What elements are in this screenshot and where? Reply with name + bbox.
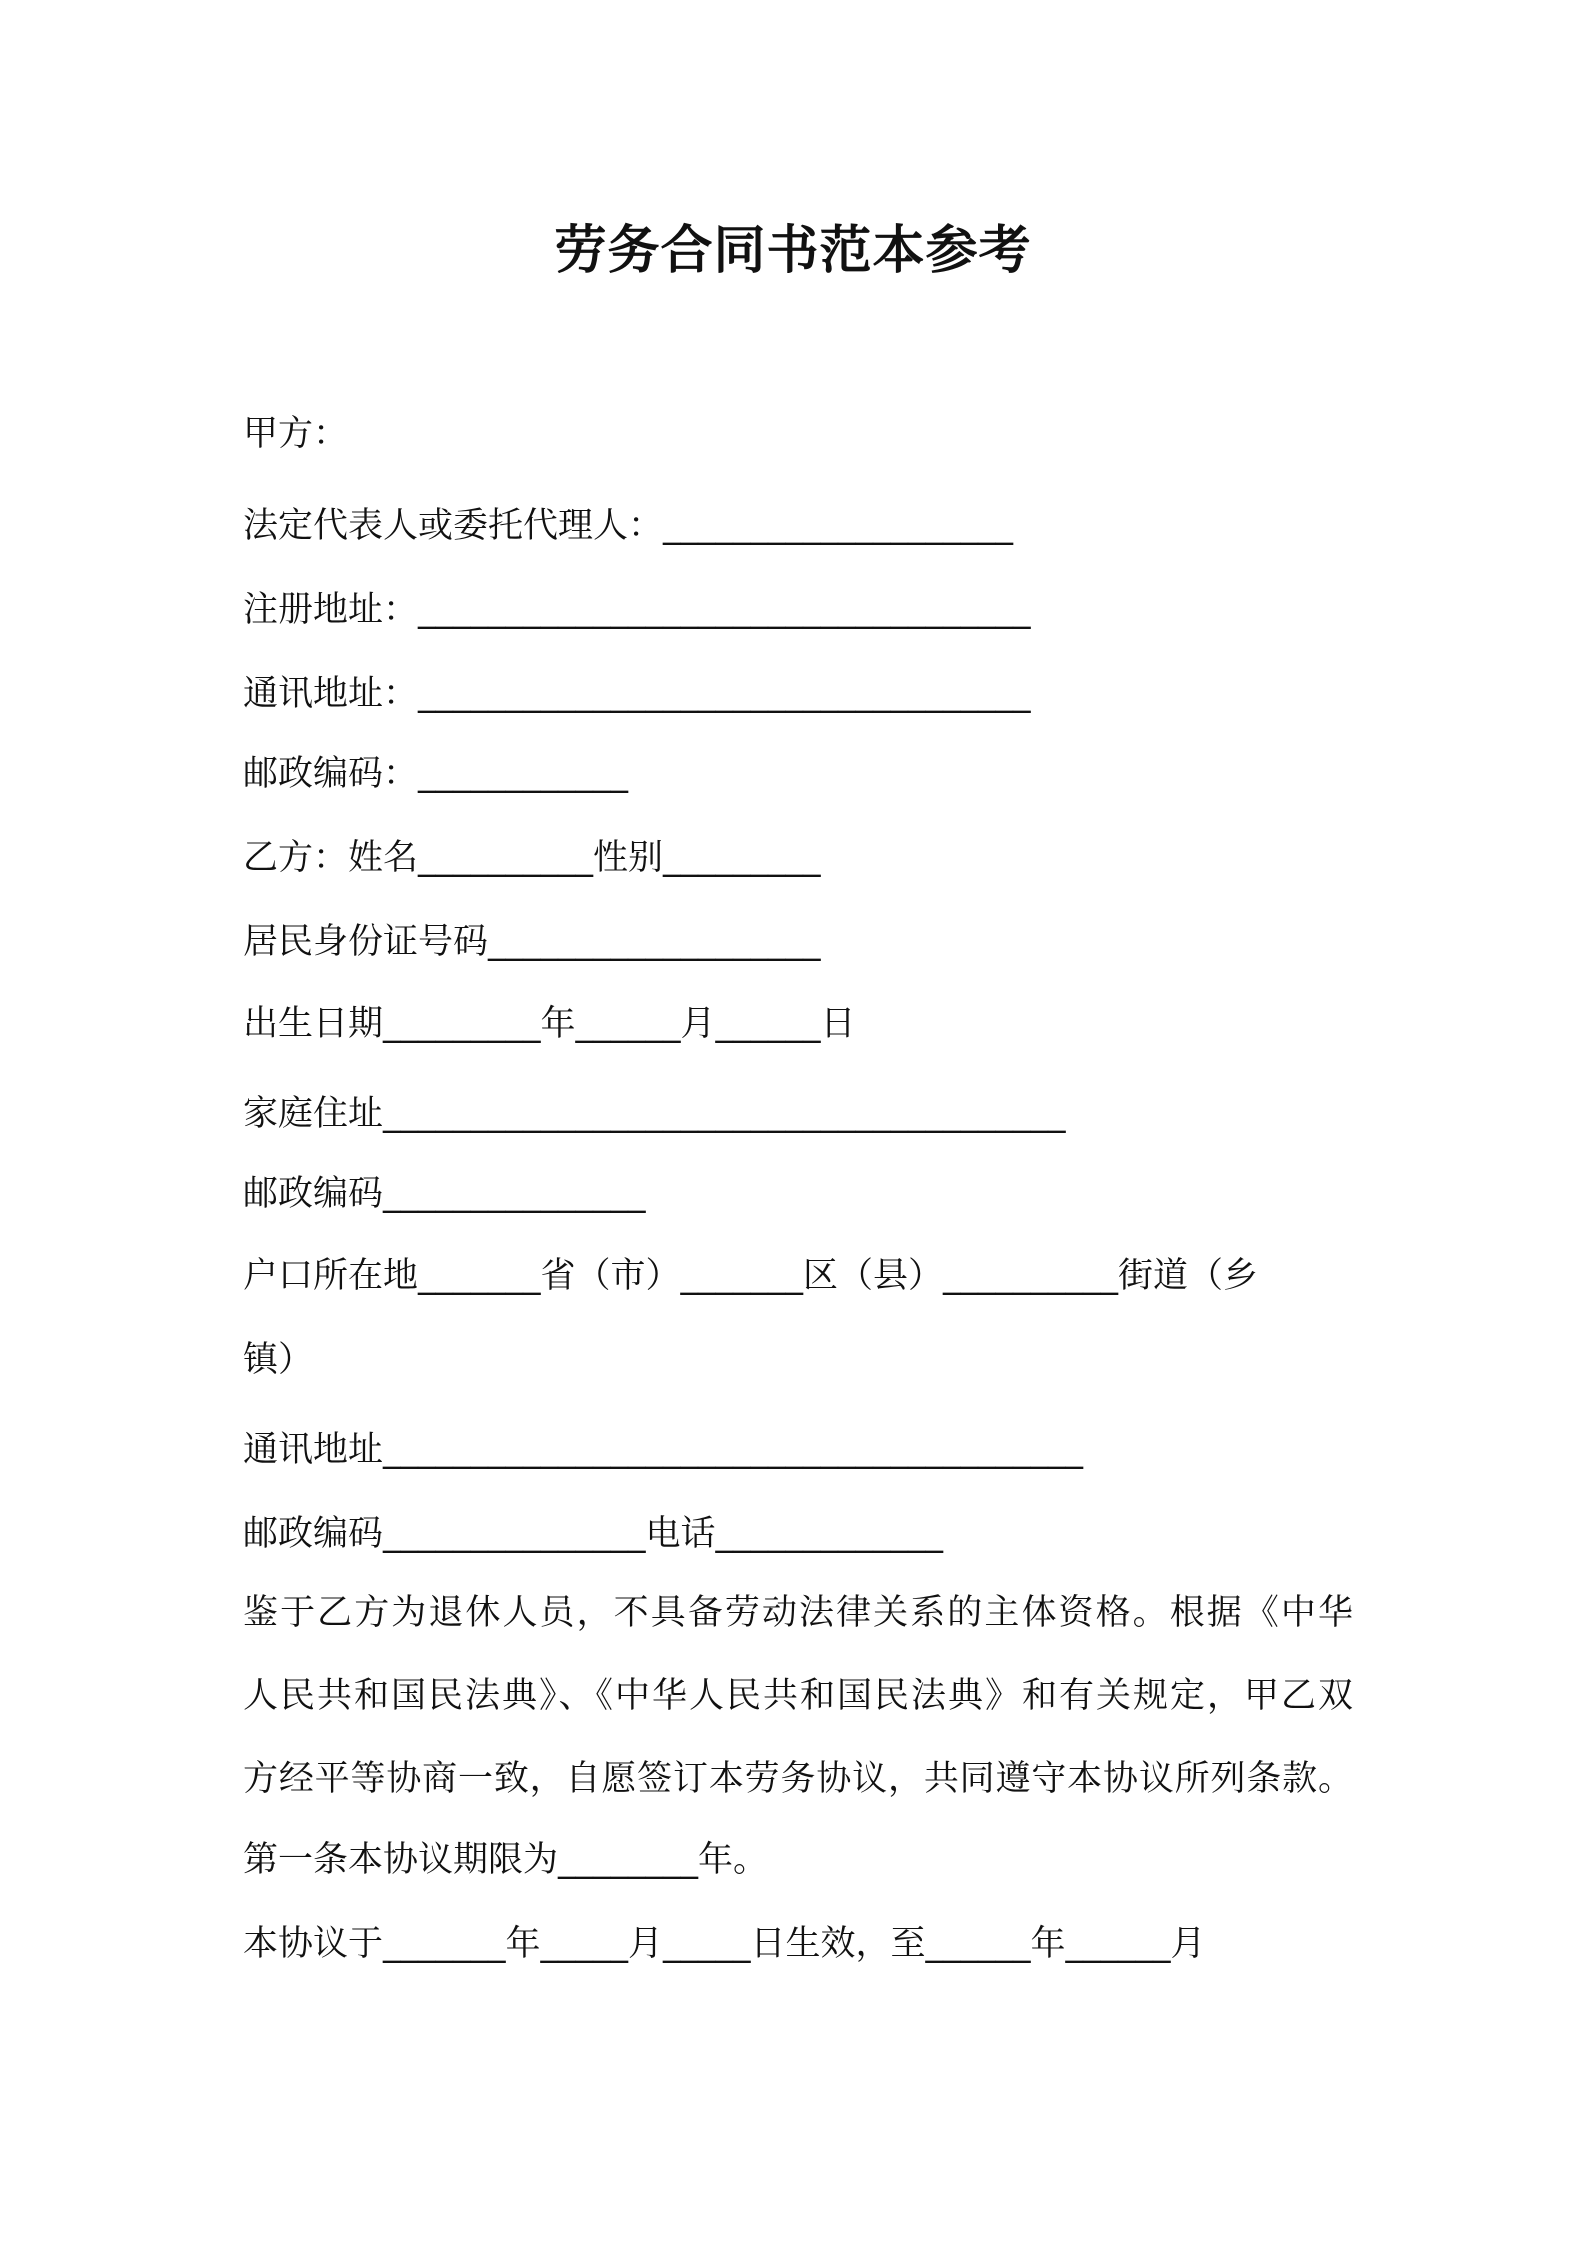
document-title: 劳务合同书范本参考	[554, 221, 1032, 281]
registered-address-line: 注册地址：___________________________________	[243, 590, 1031, 630]
preamble-line-3: 方经平等协商一致，自愿签订本劳务协议，共同遵守本协议所列条款。	[243, 1759, 1353, 1799]
postal-code-line: 邮政编码：____________	[243, 754, 629, 794]
preamble-line-2: 人民共和国民法典》、《中华人民共和国民法典》和有关规定，甲乙双	[243, 1676, 1353, 1716]
legal-representative-line: 法定代表人或委托代理人：____________________	[243, 506, 1014, 546]
home-postal-code-line: 邮政编码_______________	[243, 1174, 646, 1214]
mailing-address-line: 通讯地址：___________________________________	[243, 674, 1031, 714]
party-a-label: 甲方：	[243, 414, 349, 454]
postal-code-phone-line: 邮政编码_______________电话_____________	[243, 1514, 944, 1554]
household-registration-line: 户口所在地_______省（市）_______区（县）__________街道（乡	[243, 1256, 1259, 1296]
id-number-line: 居民身份证号码___________________	[243, 922, 821, 962]
party-b-name-gender-line: 乙方：姓名__________性别_________	[243, 838, 821, 878]
birth-date-line: 出生日期_________年______月______日	[243, 1004, 856, 1044]
article-one-line: 第一条本协议期限为________年。	[243, 1840, 769, 1880]
preamble-line-1: 鉴于乙方为退休人员，不具备劳动法律关系的主体资格。根据《中华	[243, 1593, 1353, 1633]
effective-date-line: 本协议于_______年_____月_____日生效，至______年______月	[243, 1924, 1206, 1964]
household-registration-line-end: 镇）	[243, 1340, 314, 1380]
home-address-line: 家庭住址_______________________________________	[243, 1094, 1066, 1134]
party-b-mailing-address-line: 通讯地址________________________________________	[243, 1430, 1084, 1470]
